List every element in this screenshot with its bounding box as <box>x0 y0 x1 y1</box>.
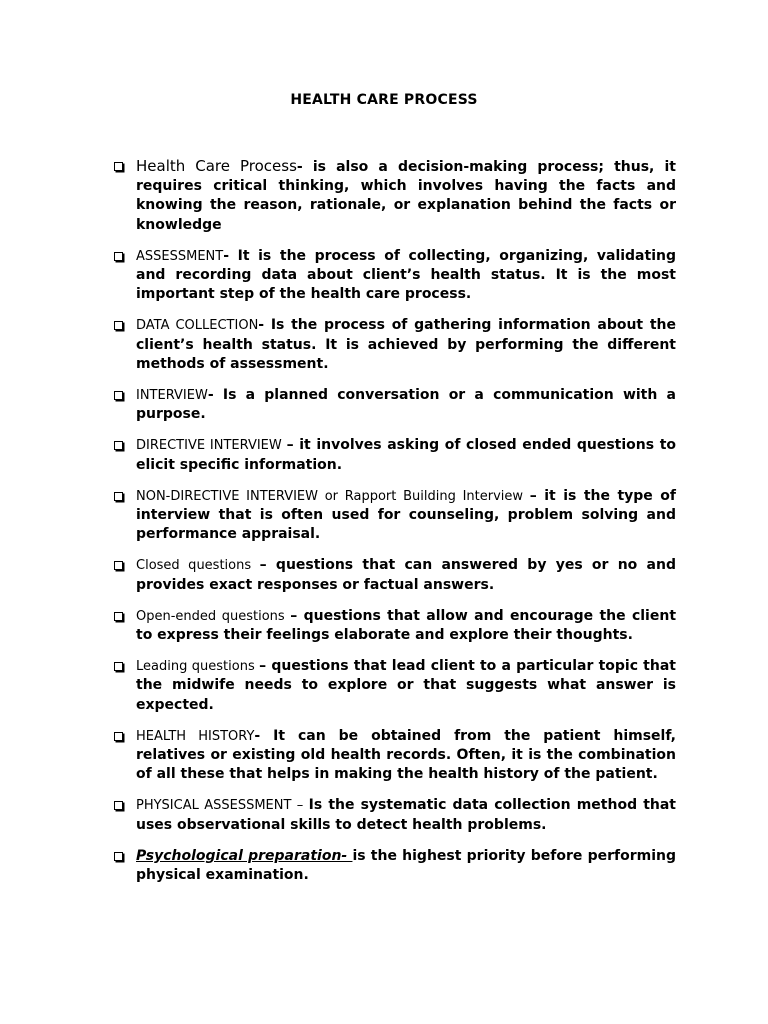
item-description: - It can be obtained from the patient himself, relatives or existing old health records. Often, it is the combination of all these that helps in making the health history of the patient. <box>136 727 676 783</box>
list-item <box>114 727 676 785</box>
item-description: – questions that lead client to a particular topic that the midwife needs to explore or that suggests what answer is expected. <box>136 658 676 713</box>
checkbox-bullet-icon <box>114 662 123 671</box>
item-description: - Is a planned conversation or a communication with a purpose. <box>136 387 676 423</box>
item-term: ASSESSMENT <box>136 248 224 264</box>
checkbox-bullet-icon <box>114 561 123 570</box>
item-term: NON-DIRECTIVE INTERVIEW or Rapport Building Interview <box>136 488 530 504</box>
list-item <box>114 316 676 374</box>
list-item <box>114 157 676 235</box>
item-term: Closed questions <box>136 558 260 574</box>
checkbox-bullet-icon <box>114 162 123 171</box>
item-term-emphasized: Psychological preparation- <box>136 847 353 864</box>
checkbox-bullet-icon <box>114 801 123 810</box>
item-description: - Is the process of gathering information about the client’s health status. It is achieved by performing the different methods of assessment. <box>136 317 676 372</box>
item-description: - It is the process of collecting, organizing, validating and recording data about client’s health status. It is the most important step of the health care process. <box>136 247 676 303</box>
item-term: DIRECTIVE INTERVIEW <box>136 438 287 454</box>
checkbox-bullet-icon <box>114 441 123 450</box>
list-item <box>114 607 676 645</box>
checkbox-bullet-icon <box>114 321 123 330</box>
item-description: - is also a decision-making process; thus, it requires critical thinking, which involves having the facts and knowing the reason, rationale, or explanation behind the facts or knowledge <box>136 159 676 233</box>
item-term: Health Care Process <box>136 157 297 175</box>
list-item <box>114 436 676 474</box>
item-description: – it involves asking of closed ended questions to elicit specific information. <box>136 437 677 473</box>
checkbox-bullet-icon <box>114 732 123 741</box>
list-item <box>114 247 676 305</box>
checkbox-bullet-icon <box>114 391 123 400</box>
item-description: is the highest priority before performing physical examination. <box>136 847 676 884</box>
item-term: DATA COLLECTION <box>136 318 259 334</box>
list-item <box>114 847 676 885</box>
item-description: – questions that allow and encourage the client to express their feelings elaborate and explore their thoughts. <box>136 607 677 644</box>
list-item <box>114 796 676 834</box>
item-term: Open-ended questions <box>136 608 291 624</box>
item-description: – questions that can answered by yes or no and provides exact responses or factual answers. <box>136 557 676 593</box>
page-title: HEALTH CARE PROCESS <box>290 92 478 108</box>
item-description: Is the systematic data collection method that uses observational skills to detect health problems. <box>136 797 676 833</box>
list-item <box>114 556 676 594</box>
list-item <box>114 487 676 545</box>
item-term: INTERVIEW <box>136 388 208 404</box>
item-term: HEALTH HISTORY <box>136 728 255 744</box>
checkbox-bullet-icon <box>114 492 123 501</box>
item-description: – it is the type of interview that is often used for counseling, problem solving and performance appraisal. <box>136 487 676 543</box>
list-item <box>114 386 676 424</box>
list-item <box>114 657 676 715</box>
checkbox-bullet-icon <box>114 252 123 261</box>
checkbox-bullet-icon <box>114 612 123 621</box>
definition-list <box>114 157 676 897</box>
checkbox-bullet-icon <box>114 852 123 861</box>
item-term: Leading questions <box>136 659 260 675</box>
item-term: PHYSICAL ASSESSMENT – <box>136 798 309 814</box>
